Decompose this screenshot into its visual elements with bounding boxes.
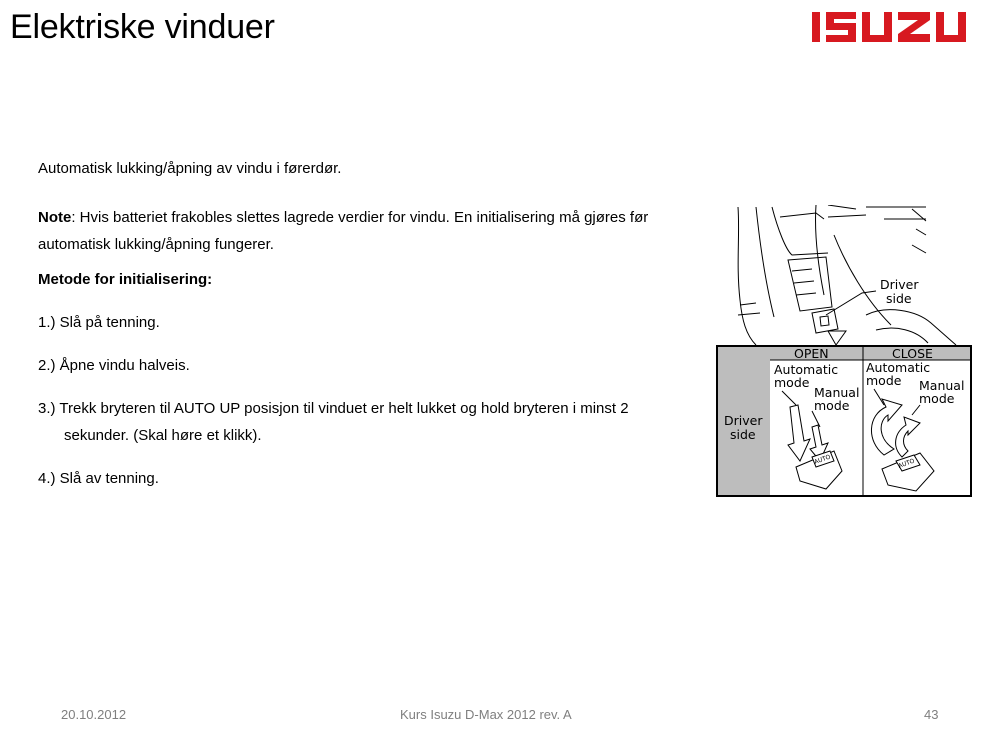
close-switch-text: AUTO bbox=[897, 457, 916, 470]
open-auto-2: mode bbox=[774, 375, 810, 390]
isuzu-logo bbox=[812, 12, 986, 42]
close-auto-2: mode bbox=[866, 373, 902, 388]
note-label: Note bbox=[38, 209, 72, 226]
col-close: CLOSE bbox=[892, 346, 933, 361]
note-text: : Hvis batteriet frakobles slettes lagrede verdier for vindu. En initialisering må gjøres før automatisk lukking/åpning fungerer. bbox=[38, 209, 649, 253]
open-manual-1: Manual bbox=[814, 385, 860, 400]
footer-date: 20.10.2012 bbox=[61, 707, 127, 722]
callout-line-1: Driver bbox=[880, 277, 919, 292]
slide-title: Elektriske vinduer bbox=[10, 8, 275, 46]
slide-body bbox=[38, 155, 658, 508]
footer-page-number: 43 bbox=[924, 707, 939, 722]
footer-course: Kurs Isuzu D-Max 2012 rev. A bbox=[400, 707, 572, 722]
step-4: 4.) Slå av tenning. bbox=[38, 470, 159, 487]
close-auto-1: Automatic bbox=[866, 360, 931, 375]
step-2: 2.) Åpne vindu halveis. bbox=[38, 357, 190, 374]
col-open: OPEN bbox=[794, 346, 829, 361]
close-manual-1: Manual bbox=[919, 378, 965, 393]
row-label-2: side bbox=[730, 427, 756, 442]
step-3: 3.) Trekk bryteren til AUTO UP posisjon til vinduet er helt lukket og hold bryteren i minst 2 sekunder. (Skal høre et klikk). bbox=[38, 400, 629, 444]
callout-line-2: side bbox=[886, 291, 912, 306]
intro-paragraph: Automatisk lukking/åpning av vindu i førerdør. bbox=[38, 160, 342, 177]
open-auto-1: Automatic bbox=[774, 362, 839, 377]
open-manual-2: mode bbox=[814, 398, 850, 413]
window-switch-diagram bbox=[716, 205, 972, 497]
row-label-1: Driver bbox=[724, 413, 763, 428]
note-paragraph bbox=[38, 204, 658, 258]
close-manual-2: mode bbox=[919, 391, 955, 406]
step-1: 1.) Slå på tenning. bbox=[38, 314, 160, 331]
open-switch-text: AUTO bbox=[813, 453, 832, 466]
method-heading: Metode for initialisering: bbox=[38, 271, 213, 288]
